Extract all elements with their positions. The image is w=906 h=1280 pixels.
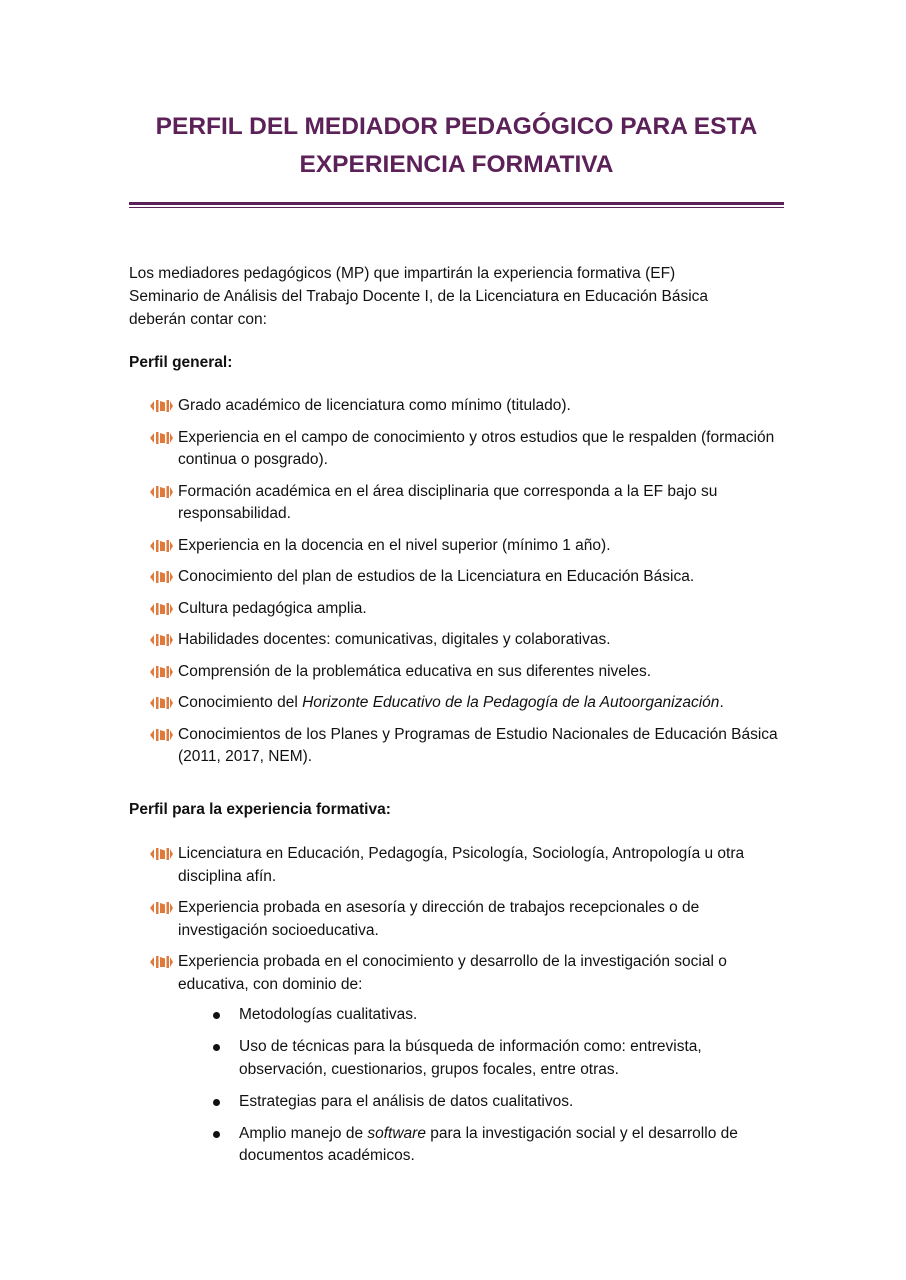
list-item-text: Conocimiento del xyxy=(178,694,303,711)
list-item-text: Licenciatura en Educación, Pedagogía, Psicología, Sociología, Antropología u otra disciplina afín. xyxy=(178,845,745,885)
list-item xyxy=(149,724,789,769)
bullet-dot-icon xyxy=(213,1012,220,1019)
list-item-italic-text: Horizonte Educativo de la Pedagogía de la Autoorganización xyxy=(302,694,720,711)
list-item xyxy=(149,951,789,996)
general-profile-list xyxy=(149,395,789,778)
list-item-text: Metodologías cualitativas. xyxy=(239,1006,418,1023)
list-item-italic-text: software xyxy=(367,1124,426,1142)
list-item xyxy=(149,843,789,888)
list-item xyxy=(149,692,789,715)
heading-perfil-experiencia: Perfil para la experiencia formativa: xyxy=(129,801,391,818)
bullet-dot-icon xyxy=(213,1131,220,1138)
list-item-text: Habilidades docentes: comunicativas, digitales y colaborativas. xyxy=(178,631,611,648)
orange-book-arrow-bullet-icon xyxy=(149,728,173,742)
orange-book-arrow-bullet-icon xyxy=(149,602,173,616)
orange-book-arrow-bullet-icon xyxy=(149,399,173,413)
list-item-text: Conocimiento del plan de estudios de la Licenciatura en Educación Básica. xyxy=(178,568,695,585)
title-line-1: PERFIL DEL MEDIADOR PEDAGÓGICO PARA ESTA xyxy=(155,113,758,140)
intro-line-3: deberán contar con: xyxy=(129,311,267,328)
list-item xyxy=(149,395,789,418)
list-item xyxy=(149,661,789,684)
list-item-text: Experiencia probada en asesoría y dirección de trabajos recepcionales o de investigación socioeducativa. xyxy=(178,899,700,939)
list-item xyxy=(209,1091,789,1114)
bullet-dot-icon xyxy=(213,1099,220,1106)
bullet-dot-icon xyxy=(213,1044,220,1051)
orange-book-arrow-bullet-icon xyxy=(149,955,173,969)
list-item xyxy=(209,1004,789,1027)
list-item-text: Estrategias para el análisis de datos cualitativos. xyxy=(239,1092,574,1110)
list-item-text: Formación académica en el área disciplinaria que corresponda a la EF bajo su responsabilidad. xyxy=(178,482,718,522)
title-line-2: EXPERIENCIA FORMATIVA xyxy=(299,151,614,178)
list-item xyxy=(149,598,789,621)
orange-book-arrow-bullet-icon xyxy=(149,633,173,647)
orange-book-arrow-bullet-icon xyxy=(149,847,173,861)
heading-perfil-general: Perfil general: xyxy=(129,354,233,371)
ef-profile-list xyxy=(149,843,789,1005)
list-item xyxy=(149,566,789,589)
list-item xyxy=(209,1036,789,1081)
intro-line-1: Los mediadores pedagógicos (MP) que impartirán la experiencia formativa (EF) xyxy=(129,265,676,282)
list-item xyxy=(149,629,789,652)
list-item xyxy=(149,427,789,472)
orange-book-arrow-bullet-icon xyxy=(149,431,173,445)
orange-book-arrow-bullet-icon xyxy=(149,570,173,584)
list-item-text: Grado académico de licenciatura como mínimo (titulado). xyxy=(178,397,571,414)
sub-skills-list xyxy=(209,1004,789,1177)
orange-book-arrow-bullet-icon xyxy=(149,539,173,553)
list-item-text: Amplio manejo de xyxy=(239,1124,368,1142)
list-item-text: Cultura pedagógica amplia. xyxy=(178,599,367,617)
list-item-text: para la investigación social y el desarrollo de documentos académicos. xyxy=(239,1124,738,1164)
orange-book-arrow-bullet-icon xyxy=(149,485,173,499)
list-item-text: Experiencia en el campo de conocimiento y otros estudios que le respalden (formación continua o posgrado). xyxy=(178,428,775,468)
orange-book-arrow-bullet-icon xyxy=(149,696,173,710)
intro-line-2: Seminario de Análisis del Trabajo Docente I, de la Licenciatura en Educación Básica xyxy=(129,288,709,305)
list-item xyxy=(209,1123,789,1168)
list-item xyxy=(149,897,789,942)
list-item-text: . xyxy=(719,694,724,711)
list-item-text: Experiencia probada en el conocimiento y desarrollo de la investigación social o educativa, con dominio de: xyxy=(178,953,727,993)
list-item xyxy=(149,481,789,526)
list-item-text: Comprensión de la problemática educativa en sus diferentes niveles. xyxy=(178,662,652,680)
orange-book-arrow-bullet-icon xyxy=(149,665,173,679)
intro-paragraph xyxy=(129,262,784,331)
list-item-text: Conocimientos de los Planes y Programas de Estudio Nacionales de Educación Básica (2011, 2017, NEM). xyxy=(178,725,778,765)
page-title xyxy=(129,108,784,184)
list-item-text: Experiencia en la docencia en el nivel superior (mínimo 1 año). xyxy=(178,536,611,554)
list-item xyxy=(149,535,789,558)
orange-book-arrow-bullet-icon xyxy=(149,901,173,915)
title-divider xyxy=(129,202,784,208)
list-item-text: Uso de técnicas para la búsqueda de información como: entrevista, observación, cuestionarios, grupos focales, entre otras. xyxy=(239,1038,702,1078)
